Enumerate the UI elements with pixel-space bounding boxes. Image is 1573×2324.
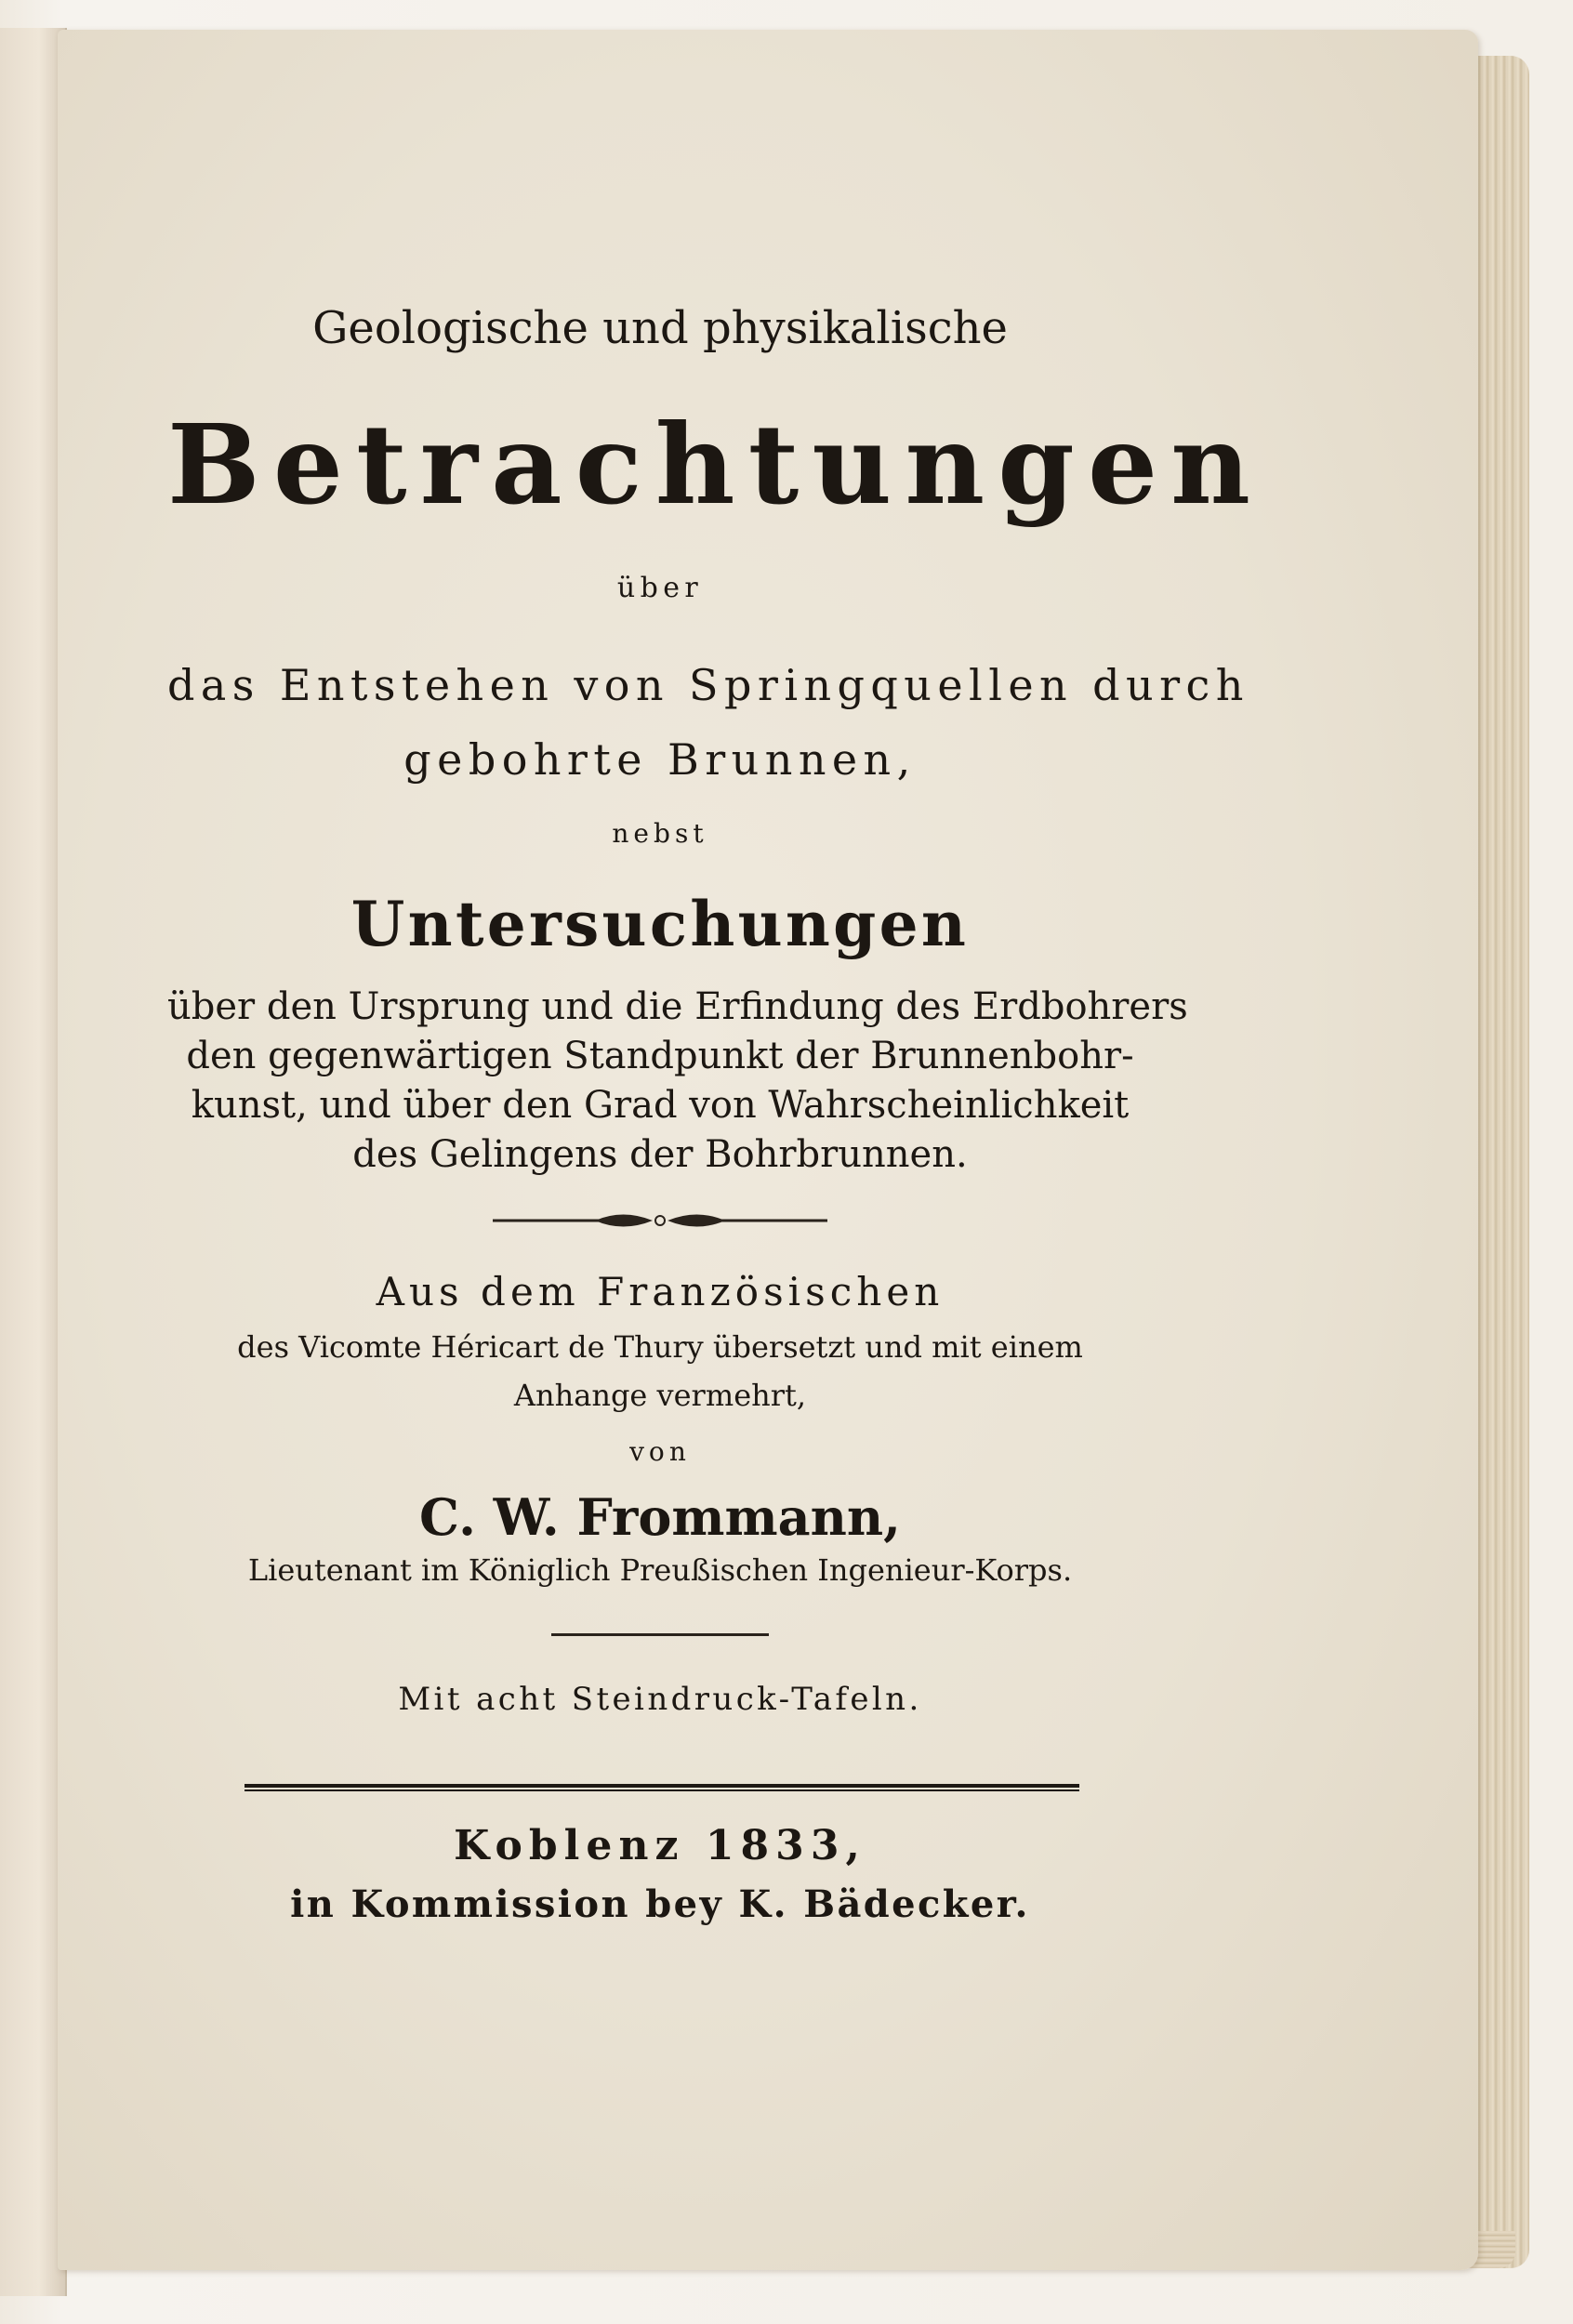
details-line-1: über den Ursprung und die Erfindung des Erdbohrers <box>167 985 1188 1028</box>
short-rule <box>551 1633 769 1636</box>
plates-note: Mit acht Steindruck-Tafeln. <box>398 1681 922 1718</box>
details-line-4: des Gelingens der Bohrbrunnen. <box>352 1133 968 1176</box>
details-line-3: kunst, und über den Grad von Wahrscheinlichkeit <box>191 1084 1130 1127</box>
second-title: Untersuchungen <box>350 888 970 960</box>
details-line-2: den gegenwärtigen Standpunkt der Brunnenbohr- <box>186 1035 1134 1077</box>
translation-line-2: des Vicomte Héricart de Thury übersetzt und mit einem <box>237 1329 1083 1365</box>
translation-line-3: Anhange vermehrt, <box>513 1378 807 1413</box>
word-von: von <box>629 1436 691 1467</box>
author-name: C. W. Frommann, <box>419 1487 901 1547</box>
thick-rule <box>245 1782 1079 1793</box>
author-rank: Lieutenant im Königlich Preußischen Ingenieur-Korps. <box>247 1552 1073 1588</box>
topic-line-2: gebohrte Brunnen, <box>403 734 917 785</box>
imprint-place-year: Koblenz 1833, <box>454 1822 866 1869</box>
ornament-divider <box>493 1207 827 1235</box>
right-deckled-edge <box>1474 56 1529 2268</box>
topic-line-1: das Entstehen von Springquellen durch <box>167 660 1249 710</box>
imprint-publisher: in Kommission bey K. Bädecker. <box>290 1882 1030 1926</box>
word-ueber: über <box>616 572 704 604</box>
translation-line-1: Aus dem Französischen <box>376 1269 945 1314</box>
main-title: Betrachtungen <box>167 400 1264 529</box>
subtitle-line: Geologische und physikalische <box>312 302 1008 354</box>
word-nebst: nebst <box>612 818 708 849</box>
